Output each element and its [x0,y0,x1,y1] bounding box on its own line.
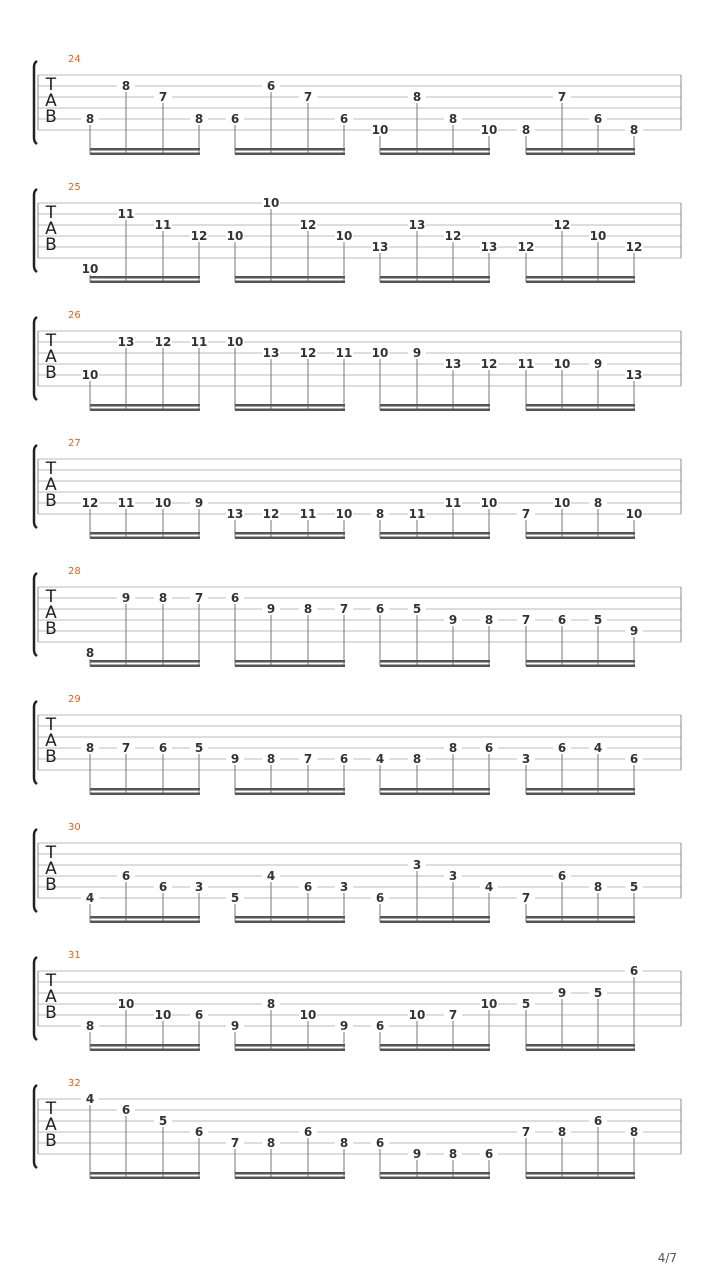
beam [380,660,490,663]
tab-clef-letter: B [45,1003,57,1023]
fret-number: 12 [81,496,99,510]
fret-number: 8 [194,112,204,126]
fret-number: 5 [521,997,531,1011]
measure-number: 27 [68,438,81,449]
measure-number: 24 [68,54,81,65]
tab-system [34,950,681,1051]
beam [235,916,345,919]
tab-clef-letter: T [45,75,57,95]
fret-number: 5 [629,880,639,894]
fret-number: 4 [593,741,603,755]
beam [380,788,490,791]
beam [90,660,200,663]
system-bracket [34,445,37,528]
fret-number: 9 [448,613,458,627]
fret-number: 6 [375,602,385,616]
beam [526,1044,635,1047]
beam [90,1049,200,1052]
fret-number: 10 [81,262,99,276]
beam [526,921,635,924]
tab-clef-letter: A [45,731,57,751]
fret-number: 13 [444,357,462,371]
beam [526,1049,635,1052]
fret-number: 7 [521,613,531,627]
fret-number: 9 [121,591,131,605]
fret-number: 6 [375,1136,385,1150]
measure-number: 31 [68,950,81,961]
tab-clef-letter: B [45,1131,57,1151]
fret-number: 6 [593,112,603,126]
fret-number: 7 [303,752,313,766]
tab-clef-letter: A [45,91,57,111]
fret-number: 8 [121,79,131,93]
system-bracket [34,61,37,144]
fret-number: 12 [553,218,571,232]
fret-number: 9 [230,1019,240,1033]
fret-number: 13 [117,335,135,349]
fret-number: 10 [226,229,244,243]
fret-number: 6 [629,964,639,978]
fret-number: 11 [190,335,208,349]
tab-clef-letter: T [45,331,57,351]
fret-number: 8 [557,1125,567,1139]
beam [90,276,200,279]
fret-number: 6 [303,880,313,894]
measure-number: 26 [68,310,81,321]
beam [235,153,345,156]
system-bracket [34,829,37,912]
fret-number: 6 [121,869,131,883]
beam [380,1044,490,1047]
tab-clef-letter: A [45,347,57,367]
beam [526,409,635,412]
tab-clef-letter: B [45,491,57,511]
beam [90,153,200,156]
fret-number: 12 [190,229,208,243]
fret-number: 6 [593,1114,603,1128]
beam [235,665,345,668]
fret-number: 3 [339,880,349,894]
fret-number: 8 [85,646,95,660]
fret-number: 10 [262,196,280,210]
beam [380,665,490,668]
fret-number: 6 [194,1125,204,1139]
beam [235,1044,345,1047]
fret-number: 9 [230,752,240,766]
fret-number: 10 [480,997,498,1011]
beam [90,1044,200,1047]
fret-number: 6 [303,1125,313,1139]
fret-number: 13 [625,368,643,382]
fret-number: 10 [154,1008,172,1022]
fret-number: 10 [480,496,498,510]
beam [380,916,490,919]
fret-number: 6 [230,591,240,605]
fret-number: 10 [81,368,99,382]
fret-number: 9 [629,624,639,638]
fret-number: 5 [593,986,603,1000]
fret-number: 5 [158,1114,168,1128]
fret-number: 8 [593,880,603,894]
fret-number: 8 [484,613,494,627]
beam [380,153,490,156]
fret-number: 4 [85,1092,95,1106]
fret-number: 7 [121,741,131,755]
beam [380,537,490,540]
fret-number: 12 [625,240,643,254]
fret-number: 10 [371,123,389,137]
tab-clef-letter: A [45,475,57,495]
fret-number: 8 [85,741,95,755]
fret-number: 8 [629,123,639,137]
beam [235,921,345,924]
fret-number: 3 [521,752,531,766]
fret-number: 10 [408,1008,426,1022]
beam [526,153,635,156]
fret-number: 6 [230,112,240,126]
fret-number: 11 [117,496,135,510]
beam [90,1177,200,1180]
fret-number: 7 [448,1008,458,1022]
beam [380,409,490,412]
tab-clef-letter: B [45,875,57,895]
system-bracket [34,701,37,784]
tab-system [34,566,681,667]
fret-number: 10 [480,123,498,137]
tab-clef-letter: A [45,859,57,879]
tab-clef-letter: A [45,219,57,239]
beam [380,281,490,284]
beam [90,409,200,412]
beam [526,537,635,540]
fret-number: 8 [339,1136,349,1150]
fret-number: 6 [158,741,168,755]
fret-number: 7 [521,507,531,521]
beam [380,1172,490,1175]
fret-number: 6 [194,1008,204,1022]
fret-number: 8 [629,1125,639,1139]
tab-clef-letter: B [45,235,57,255]
beam [235,532,345,535]
beam [90,404,200,407]
fret-number: 6 [375,891,385,905]
fret-number: 8 [412,752,422,766]
fret-number: 8 [266,997,276,1011]
tab-system [34,1078,681,1179]
fret-number: 6 [484,741,494,755]
fret-number: 6 [121,1103,131,1117]
fret-number: 8 [266,752,276,766]
tab-clef-letter: B [45,747,57,767]
beam [380,148,490,151]
tab-clef-letter: T [45,203,57,223]
fret-number: 12 [480,357,498,371]
fret-number: 6 [375,1019,385,1033]
fret-number: 6 [557,869,567,883]
measure-number: 29 [68,694,81,705]
fret-number: 10 [553,357,571,371]
beam [235,1049,345,1052]
beam [380,921,490,924]
fret-number: 10 [299,1008,317,1022]
fret-number: 9 [412,346,422,360]
fret-number: 7 [194,591,204,605]
beam [235,788,345,791]
beam [235,148,345,151]
beam [526,788,635,791]
tab-clef-letter: B [45,107,57,127]
fret-number: 10 [371,346,389,360]
beam [90,916,200,919]
measure-number: 25 [68,182,81,193]
beam [526,148,635,151]
tab-system [34,694,681,795]
fret-number: 8 [448,112,458,126]
system-bracket [34,573,37,656]
tab-system [34,310,681,411]
beam [380,793,490,796]
fret-number: 6 [266,79,276,93]
fret-number: 5 [194,741,204,755]
fret-number: 6 [557,613,567,627]
beam [526,532,635,535]
beam [90,281,200,284]
fret-number: 8 [303,602,313,616]
measure-number: 28 [68,566,81,577]
beam [90,532,200,535]
fret-number: 11 [117,207,135,221]
fret-number: 10 [335,229,353,243]
system-bracket [34,957,37,1040]
beam [380,532,490,535]
fret-number: 4 [266,869,276,883]
fret-number: 7 [557,90,567,104]
tab-clef-letter: T [45,715,57,735]
fret-number: 8 [85,112,95,126]
beam [90,148,200,151]
fret-number: 12 [444,229,462,243]
beam [235,537,345,540]
beam [235,793,345,796]
fret-number: 13 [262,346,280,360]
tab-clef-letter: T [45,971,57,991]
beam [235,1177,345,1180]
tab-system [34,438,681,539]
beam [526,281,635,284]
fret-number: 10 [154,496,172,510]
tab-system [34,822,681,923]
tab-clef-letter: A [45,987,57,1007]
fret-number: 11 [299,507,317,521]
system-bracket [34,189,37,272]
fret-number: 8 [593,496,603,510]
fret-number: 9 [557,986,567,1000]
fret-number: 6 [339,752,349,766]
tab-clef-letter: T [45,459,57,479]
beam [526,404,635,407]
beam [235,276,345,279]
beam [235,281,345,284]
beam [526,276,635,279]
fret-number: 6 [629,752,639,766]
fret-number: 3 [448,869,458,883]
fret-number: 6 [339,112,349,126]
fret-number: 4 [484,880,494,894]
fret-number: 9 [266,602,276,616]
system-bracket [34,1085,37,1168]
tab-clef-letter: T [45,587,57,607]
fret-number: 7 [230,1136,240,1150]
fret-number: 7 [303,90,313,104]
beam [380,276,490,279]
fret-number: 7 [339,602,349,616]
fret-number: 8 [448,1147,458,1161]
measure-number: 32 [68,1078,81,1089]
beam [235,404,345,407]
fret-number: 12 [299,218,317,232]
fret-number: 8 [521,123,531,137]
fret-number: 7 [521,1125,531,1139]
beam [526,793,635,796]
fret-number: 13 [408,218,426,232]
fret-number: 12 [299,346,317,360]
fret-number: 9 [412,1147,422,1161]
measure-number: 30 [68,822,81,833]
fret-number: 8 [158,591,168,605]
fret-number: 5 [230,891,240,905]
tab-clef-letter: T [45,843,57,863]
fret-number: 8 [412,90,422,104]
fret-number: 9 [339,1019,349,1033]
beam [526,1177,635,1180]
fret-number: 4 [85,891,95,905]
fret-number: 8 [448,741,458,755]
fret-number: 11 [335,346,353,360]
beam [90,788,200,791]
beam [235,1172,345,1175]
beam [235,409,345,412]
tab-clef-letter: B [45,619,57,639]
beam [90,921,200,924]
beam [380,1049,490,1052]
fret-number: 5 [593,613,603,627]
fret-number: 11 [408,507,426,521]
beam [526,916,635,919]
fret-number: 6 [557,741,567,755]
fret-number: 4 [375,752,385,766]
fret-number: 10 [589,229,607,243]
fret-number: 3 [412,858,422,872]
beam [380,404,490,407]
fret-number: 11 [444,496,462,510]
beam [380,1177,490,1180]
fret-number: 13 [480,240,498,254]
fret-number: 6 [158,880,168,894]
fret-number: 6 [484,1147,494,1161]
fret-number: 8 [375,507,385,521]
beam [90,793,200,796]
fret-number: 13 [226,507,244,521]
fret-number: 8 [266,1136,276,1150]
tab-clef-letter: A [45,1115,57,1135]
fret-number: 12 [262,507,280,521]
tab-clef-letter: B [45,363,57,383]
fret-number: 13 [371,240,389,254]
fret-number: 11 [154,218,172,232]
fret-number: 8 [85,1019,95,1033]
fret-number: 10 [553,496,571,510]
page-number: 4/7 [657,1251,677,1265]
fret-number: 12 [154,335,172,349]
fret-number: 11 [517,357,535,371]
fret-number: 10 [117,997,135,1011]
fret-number: 7 [158,90,168,104]
beam [90,665,200,668]
tab-system [34,182,681,283]
beam [526,665,635,668]
fret-number: 9 [593,357,603,371]
fret-number: 10 [625,507,643,521]
tab-system [34,54,681,155]
beam [235,660,345,663]
tab-clef-letter: T [45,1099,57,1119]
beam [90,537,200,540]
fret-number: 5 [412,602,422,616]
fret-number: 10 [226,335,244,349]
tab-clef-letter: A [45,603,57,623]
beam [526,1172,635,1175]
fret-number: 9 [194,496,204,510]
system-bracket [34,317,37,400]
fret-number: 12 [517,240,535,254]
fret-number: 3 [194,880,204,894]
beam [90,1172,200,1175]
fret-number: 7 [521,891,531,905]
fret-number: 10 [335,507,353,521]
beam [526,660,635,663]
